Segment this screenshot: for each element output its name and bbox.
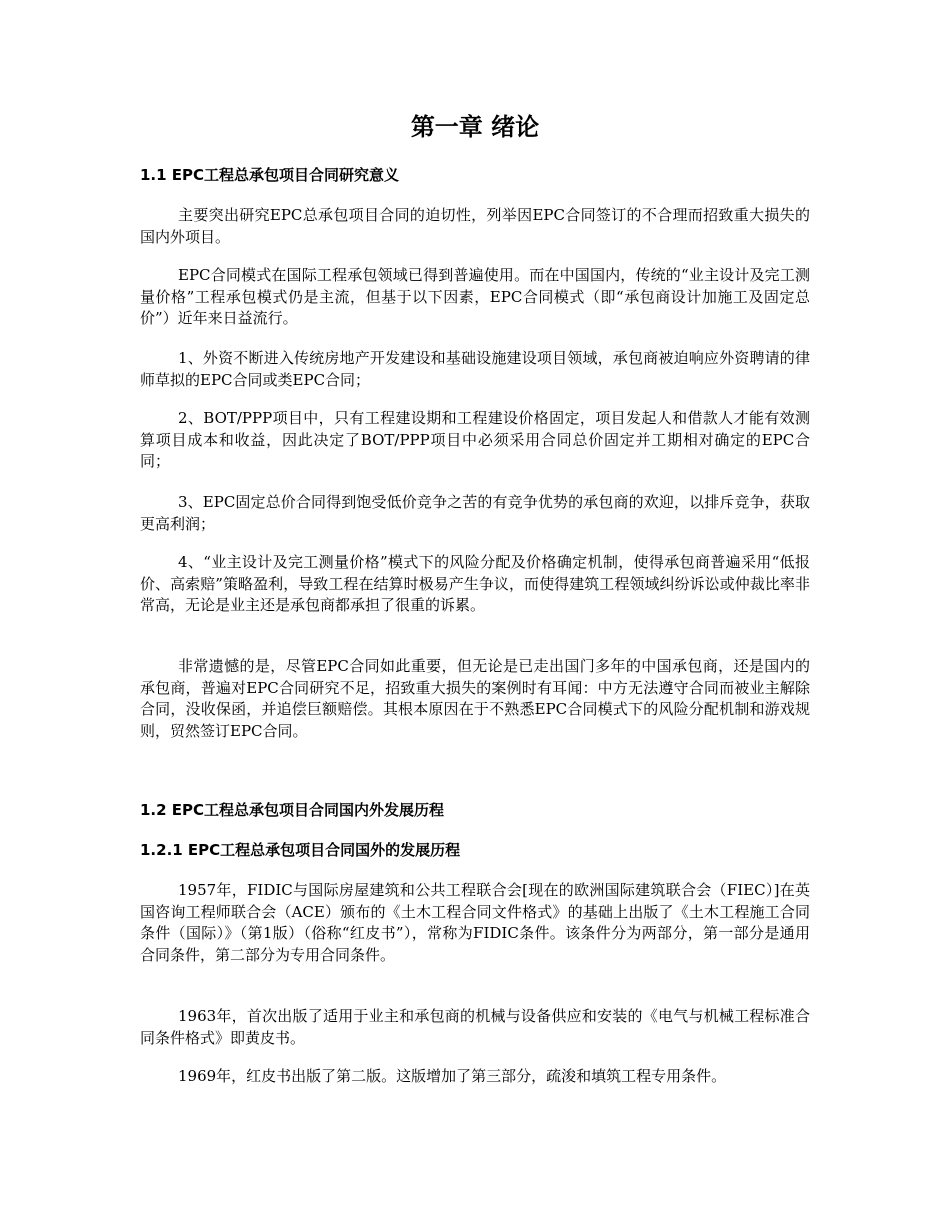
paragraph-1-1-factor-3: 3、EPC固定总价合同得到饱受低价竞争之苦的有竞争优势的承包商的欢迎，以排斥竞争，获取更高利润； [140, 493, 810, 533]
paragraph-1-1-conclusion: 非常遗憾的是，尽管EPC合同如此重要，但无论是已走出国门多年的中国承包商，还是国内的承包商，普遍对EPC合同研究不足，招致重大损失的案例时有耳闻：中方无法遵守合同而被业主解除合同，没收保函，并追偿巨额赔偿。其根本原因在于不熟悉EPC合同模式下的风险分配机制和游戏规则，贸然签订EPC合同。 [140, 657, 810, 740]
section-heading-1-1: 1.1 EPC工程总承包项目合同研究意义 [140, 166, 400, 184]
paragraph-1-1-factor-1: 1、外资不断进入传统房地产开发建设和基础设施建设项目领域，承包商被迫响应外资聘请的律师草拟的EPC合同或类EPC合同； [140, 349, 810, 389]
section-heading-1-2: 1.2 EPC工程总承包项目合同国内外发展历程 [140, 801, 445, 819]
paragraph-1-1-epc-model: EPC合同模式在国际工程承包领域已得到普遍使用。而在中国国内，传统的“业主设计及完工测量价格”工程承包模式仍是主流，但基于以下因素，EPC合同模式（即“承包商设计加施工及固定总价”）近年来日益流行。 [140, 266, 810, 327]
paragraph-1-2-1-1963: 1963年，首次出版了适用于业主和承包商的机械与设备供应和安装的《电气与机械工程标准合同条件格式》即黄皮书。 [140, 1007, 810, 1047]
paragraph-1-1-intro: 主要突出研究EPC总承包项目合同的迫切性，列举因EPC合同签订的不合理而招致重大损失的国内外项目。 [140, 206, 810, 246]
paragraph-1-2-1-1969: 1969年，红皮书出版了第二版。这版增加了第三部分，疏浚和填筑工程专用条件。 [178, 1067, 727, 1085]
paragraph-1-1-factor-2: 2、BOT/PPP项目中，只有工程建设期和工程建设价格固定，项目发起人和借款人才能有效测算项目成本和收益，因此决定了BOT/PPP项目中必须采用合同总价固定并工期相对确定的EPC合同； [140, 409, 810, 470]
paragraph-1-2-1-1957: 1957年，FIDIC与国际房屋建筑和公共工程联合会[现在的欧洲国际建筑联合会（FIEC）]在英国咨询工程师联合会（ACE）颁布的《土木工程合同文件格式》的基础上出版了《土木工程施工合同条件（国际）》（第1版）（俗称“红皮书”），常称为FIDIC条件。该条件分为两部分，第一部分是通用合同条件，第二部分为专用合同条件。 [140, 881, 810, 964]
section-heading-1-2-1: 1.2.1 EPC工程总承包项目合同国外的发展历程 [140, 841, 461, 859]
paragraph-1-1-factor-4: 4、“业主设计及完工测量价格”模式下的风险分配及价格确定机制，使得承包商普遍采用“低报价、高索赔”策略盈利，导致工程在结算时极易产生争议，而使得建筑工程领域纠纷诉讼或仲裁比率非常高，无论是业主还是承包商都承担了很重的诉累。 [140, 553, 810, 614]
chapter-title: 第一章 绪论 [410, 113, 540, 141]
